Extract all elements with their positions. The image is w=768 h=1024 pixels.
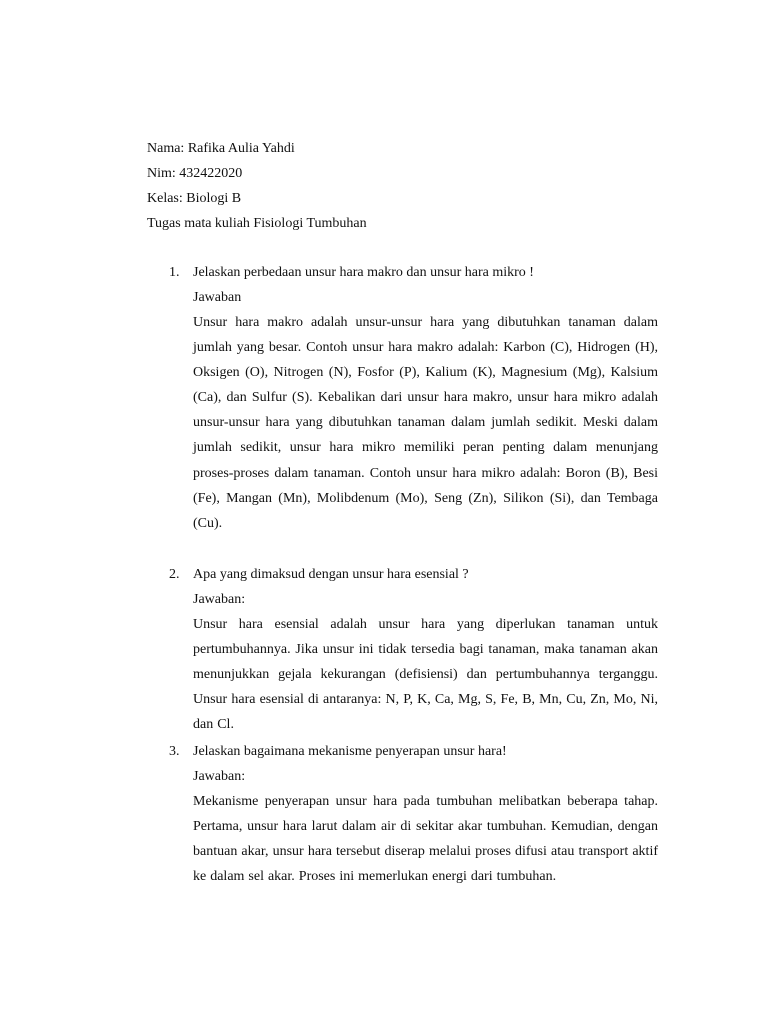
- question-text: Apa yang dimaksud dengan unsur hara esensial ?: [193, 567, 469, 582]
- answer-label: Jawaban:: [193, 769, 246, 784]
- student-info: [147, 136, 667, 236]
- question-item-3: [147, 739, 658, 889]
- question-text: Jelaskan bagaimana mekanisme penyerapan unsur hara!: [193, 744, 507, 759]
- student-name: Nama: Rafika Aulia Yahdi: [147, 141, 295, 156]
- answer-text: Mekanisme penyerapan unsur hara pada tumbuhan melibatkan beberapa tahap. Pertama, unsur hara larut dalam air di sekitar akar tumbuhan. Kemudian, dengan bantuan akar, unsur hara tersebut diserap melalui proses difusi atau transport aktif ke dalam sel akar. Proses ini memerlukan energi dari tumbuhan.: [193, 794, 658, 885]
- question-item-2: [147, 562, 658, 737]
- assignment-title: Tugas mata kuliah Fisiologi Tumbuhan: [147, 216, 367, 231]
- question-number: 1.: [169, 265, 180, 280]
- answer-text: Unsur hara esensial adalah unsur hara yang diperlukan tanaman untuk pertumbuhannya. Jika unsur ini tidak tersedia bagi tanaman, maka tanaman akan menunjukkan gejala kekurangan (defisiensi) dan pertumbuhannya terganggu. Unsur hara esensial di antaranya: N, P, K, Ca, Mg, S, Fe, B, Mn, Cu, Zn, Mo, Ni, dan Cl.: [193, 617, 658, 733]
- answer-label: Jawaban: [193, 290, 242, 305]
- question-text: Jelaskan perbedaan unsur hara makro dan unsur hara mikro !: [193, 265, 534, 280]
- student-class: Kelas: Biologi B: [147, 191, 242, 206]
- question-number: 3.: [169, 744, 180, 759]
- question-item-1: [147, 260, 658, 536]
- answer-text: Unsur hara makro adalah unsur-unsur hara yang dibutuhkan tanaman dalam jumlah yang besar. Contoh unsur hara makro adalah: Karbon (C), Hidrogen (H), Oksigen (O), Nitrogen (N), Fosfor (P), Kalium (K), Magnesium (Mg), Kalsium (Ca), dan Sulfur (S). Kebalikan dari unsur hara makro, unsur hara mikro adalah unsur-unsur hara yang dibutuhkan tanaman dalam jumlah sedikit. Meski dalam jumlah sedikit, unsur hara mikro memiliki peran penting dalam menunjang proses-proses dalam tanaman. Contoh unsur hara mikro adalah: Boron (B), Besi (Fe), Mangan (Mn), Molibdenum (Mo), Seng (Zn), Silikon (Si), dan Tembaga (Cu).: [193, 315, 658, 531]
- answer-label: Jawaban:: [193, 592, 246, 607]
- question-number: 2.: [169, 567, 180, 582]
- student-nim: Nim: 432422020: [147, 166, 243, 181]
